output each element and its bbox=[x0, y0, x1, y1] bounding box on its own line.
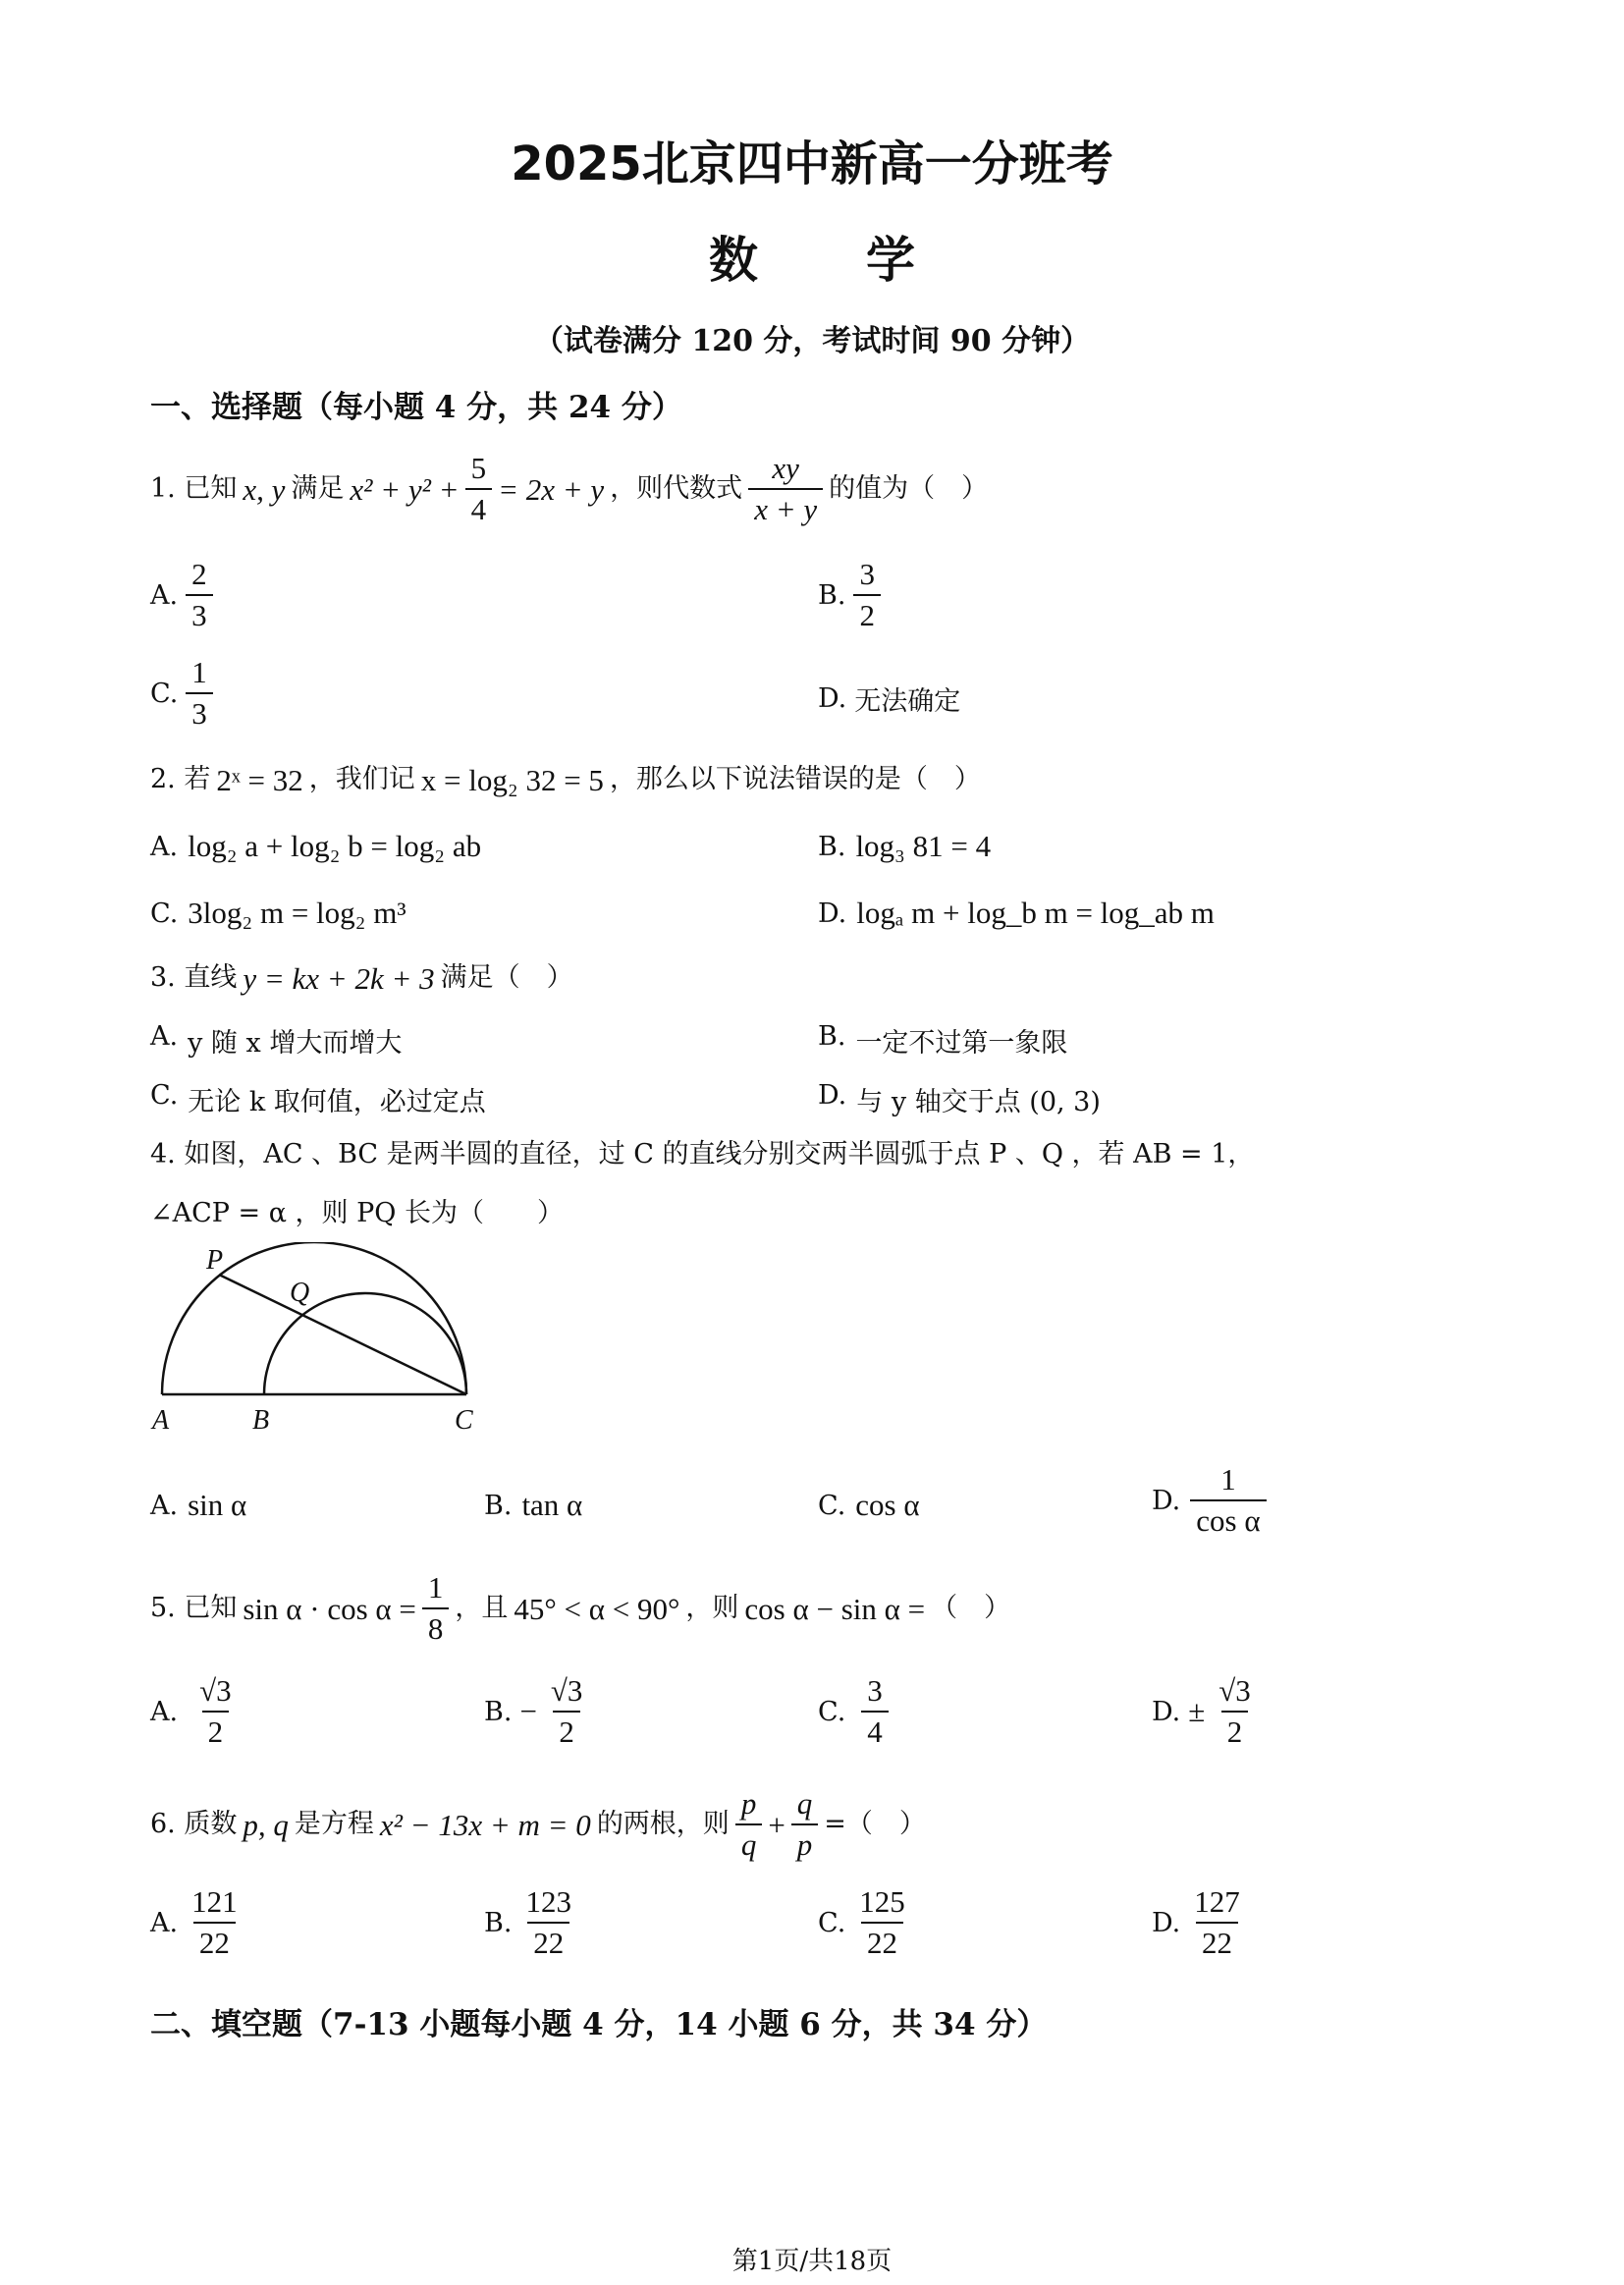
semicircle-diagram bbox=[142, 1242, 496, 1439]
q4-option-d: D. $\frac{1}{\text{cos α}}$ bbox=[1152, 1463, 1267, 1538]
q1-option-a: A. $\frac{2}{3}$ bbox=[150, 558, 213, 632]
q3-option-d: D. 与 y 轴交于点 (0, 3) bbox=[818, 1080, 1101, 1117]
q1-option-d: D. 无法确定 bbox=[818, 683, 961, 717]
label-c: C bbox=[455, 1405, 473, 1436]
page-number: 第1页/共18页 bbox=[731, 2247, 893, 2276]
q1-eq-left: x² + y² + bbox=[350, 471, 460, 507]
q2-option-b: B. log₃ 81 = 4 bbox=[818, 829, 992, 863]
question-3: 3. 直线 y = kx + 2k + 3 满足（ ） bbox=[150, 961, 573, 996]
subject-title: 数学 bbox=[709, 232, 1023, 289]
q1-eq-right: = 2x + y bbox=[498, 471, 605, 507]
question-5: 5. 已知 sin α · cos α = $\frac{1}{8}$ ，且 45° < α < 90° ，则 cos α − sin α = （ ） bbox=[150, 1570, 1011, 1647]
q6-option-a: A. $\frac{121}{22}$ bbox=[150, 1884, 238, 1961]
q2-eq2: x = log₂ 32 = 5 bbox=[420, 763, 604, 797]
question-2: 2. 若 2ˣ = 32 ，我们记 x = log₂ 32 = 5 ，那么以下说法错误的是（ ） bbox=[150, 763, 981, 797]
q5-option-b: B. − $\frac{√3}{2}$ bbox=[484, 1673, 583, 1750]
q1-mid: 满足 bbox=[291, 472, 345, 504]
q5-option-c: C. $\frac{3}{4}$ bbox=[818, 1674, 889, 1749]
question-4-line2: ∠ACP = α ，则 PQ 长为（ ） bbox=[150, 1198, 565, 1228]
question-6: 6. 质数 p, q 是方程 x² − 13x + m = 0 的两根，则 $\frac{p}{q}$ + $\frac{q}{p}$ =（ ） bbox=[150, 1786, 926, 1863]
question-1 bbox=[150, 452, 988, 526]
q1-prefix: 1. 已知 bbox=[150, 472, 238, 504]
label-p: P bbox=[206, 1245, 224, 1276]
question-4-line1: 4. 如图，AC 、BC 是两半圆的直径，过 C 的直线分别交两半圆弧于点 P 、Q ，若 AB = 1， bbox=[150, 1139, 1255, 1170]
q6-option-d: D. $\frac{127}{22}$ bbox=[1152, 1884, 1240, 1961]
label-b: B bbox=[252, 1405, 270, 1436]
q4-option-c: C. cos α bbox=[818, 1488, 920, 1522]
line-cp bbox=[219, 1275, 466, 1394]
q4-option-a: A. sin α bbox=[150, 1488, 247, 1522]
q5-option-d: D. ± $\frac{√3}{2}$ bbox=[1152, 1673, 1251, 1750]
page-title: 2025北京四中新高一分班考 bbox=[511, 136, 1113, 191]
q2-option-a: A. log₂ a + log₂ b = log₂ ab bbox=[150, 829, 482, 863]
q5-option-a: A. $\frac{√3}{2}$ bbox=[150, 1673, 232, 1750]
q3-option-a: A. y 随 x 增大而增大 bbox=[150, 1021, 403, 1059]
q2-option-d: D. logₐ m + log_b m = log_ab m bbox=[818, 896, 1215, 930]
q6-option-b: B. $\frac{123}{22}$ bbox=[484, 1884, 571, 1961]
q1-suffix: 的值为（ ） bbox=[829, 472, 989, 504]
exam-note: （试卷满分 120 分，考试时间 90 分钟） bbox=[533, 324, 1091, 358]
q4-option-b: B. tan α bbox=[484, 1488, 583, 1522]
q3-eq: y = kx + 2k + 3 bbox=[243, 961, 435, 996]
q6-option-c: C. $\frac{125}{22}$ bbox=[818, 1884, 905, 1961]
q1-mid2: ，则代数式 bbox=[610, 472, 743, 504]
section-heading-choice: 一、选择题（每小题 4 分，共 24 分） bbox=[150, 390, 682, 425]
q1-vars: x, y bbox=[243, 471, 286, 507]
q1-eq-fraction: $\frac{5}{4}$ bbox=[465, 452, 493, 526]
q2-option-c: C. 3log₂ m = log₂ m³ bbox=[150, 896, 406, 930]
q3-option-b: B. 一定不过第一象限 bbox=[818, 1021, 1068, 1059]
q1-option-c: C. $\frac{1}{3}$ bbox=[150, 656, 213, 731]
q1-expression: $\frac{xy}{x + y}$ bbox=[748, 452, 823, 526]
label-a: A bbox=[152, 1405, 170, 1436]
q3-option-c: C. 无论 k 取何值，必过定点 bbox=[150, 1080, 486, 1117]
label-q: Q bbox=[290, 1278, 310, 1308]
q2-eq1: 2ˣ = 32 bbox=[216, 763, 303, 797]
section-heading-fill-blank: 二、填空题（7-13 小题每小题 4 分，14 小题 6 分，共 34 分） bbox=[150, 2007, 1048, 2042]
q1-option-b: B. $\frac{3}{2}$ bbox=[818, 558, 881, 632]
